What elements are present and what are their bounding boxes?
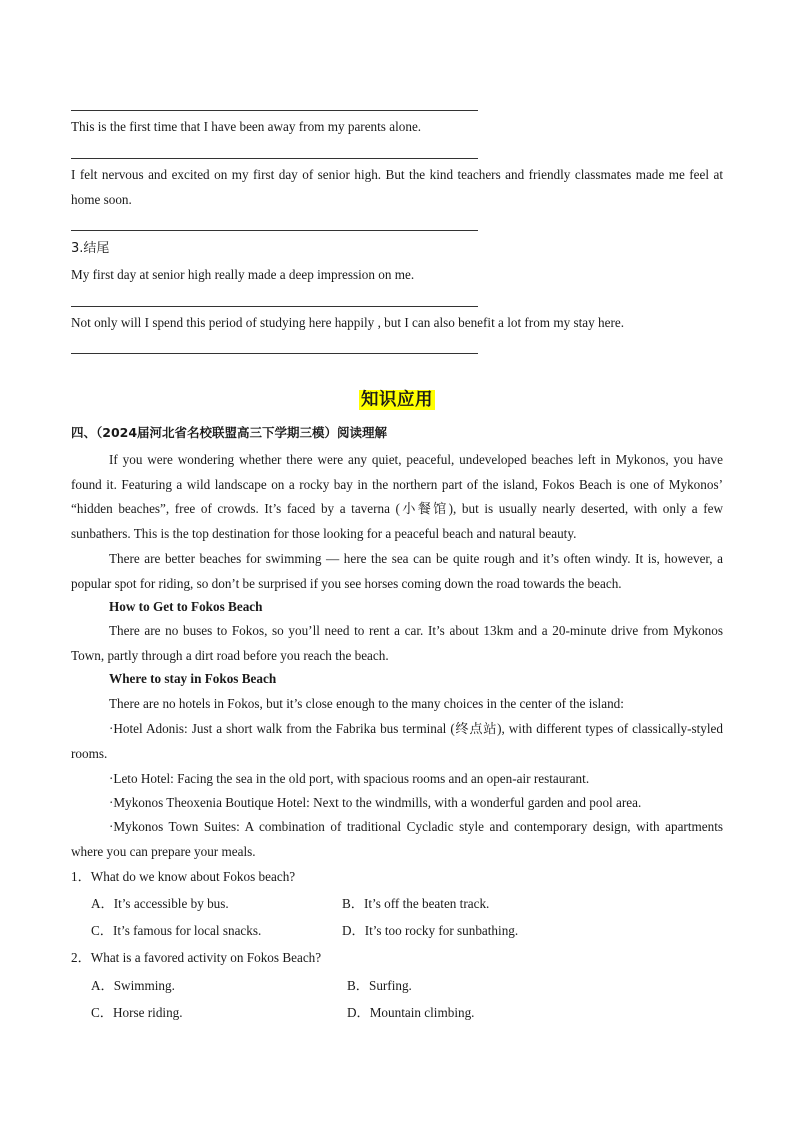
question-stem: 1．What do we know about Fokos beach? — [71, 869, 296, 884]
hotel-item: ·Hotel Adonis: Just a short walk from the Fabrika bus terminal (终点站), with different types of classically-styled rooms. — [71, 721, 723, 761]
option-c[interactable]: C．It’s famous for local snacks. — [91, 923, 262, 938]
subheading-ending: 3.结尾 — [71, 241, 110, 256]
model-sentence: This is the first time that I have been away from my parents alone. — [71, 119, 422, 134]
passage-paragraph: There are no hotels in Fokos, but it’s close enough to the many choices in the center of the island: — [109, 696, 624, 711]
answer-line — [71, 158, 478, 159]
option-a[interactable]: A．Swimming. — [91, 978, 175, 993]
hotel-item: ·Mykonos Town Suites: A combination of traditional Cycladic style and contemporary design, with apartments where you can prepare your meals. — [71, 819, 723, 859]
option-c[interactable]: C．Horse riding. — [91, 1005, 183, 1020]
model-sentence: My first day at senior high really made a deep impression on me. — [71, 267, 415, 282]
model-sentence: I felt nervous and excited on my first day of senior high. But the kind teachers and friendly classmates made me feel at home soon. — [71, 167, 723, 207]
option-d[interactable]: D．Mountain climbing. — [347, 1005, 475, 1020]
passage-paragraph: There are better beaches for swimming — here the sea can be quite rough and it’s often windy. It is, however, a popular spot for riding, so don’t be surprised if you see horses coming down the road towards the beach. — [71, 551, 723, 591]
section-title — [0, 386, 794, 411]
answer-line — [71, 110, 478, 111]
option-a[interactable]: A．It’s accessible by bus. — [91, 896, 229, 911]
passage-paragraph: If you were wondering whether there were any quiet, peaceful, undeveloped beaches left in Mykonos, you have found it. Featuring a wild landscape on a rocky bay in the northern part of the island, Fokos Beach is one of Mykonos’ “hidden beaches”, free of crowds. It’s faced by a taverna (小餐馆), but is usually nearly deserted, with only a few sunbathers. This is the top destination for those looking for a peaceful beach and natural beauty. — [71, 452, 723, 541]
answer-line — [71, 230, 478, 231]
hotel-item: ·Mykonos Theoxenia Boutique Hotel: Next to the windmills, with a wonderful garden and pool area. — [109, 795, 642, 810]
option-d[interactable]: D．It’s too rocky for sunbathing. — [342, 923, 519, 938]
passage-subheading: How to Get to Fokos Beach — [109, 599, 263, 614]
passage-paragraph: There are no buses to Fokos, so you’ll need to rent a car. It’s about 13km and a 20-minute drive from Mykonos Town, partly through a dirt road before you reach the beach. — [71, 623, 723, 663]
section-title-text: 知识应用 — [361, 390, 433, 410]
model-sentence: Not only will I spend this period of studying here happily , but I can also benefit a lot from my stay here. — [71, 315, 625, 330]
answer-line — [71, 306, 478, 307]
exercise-header: 四、（2024届河北省名校联盟高三下学期三模）阅读理解 — [71, 425, 388, 440]
question-stem: 2．What is a favored activity on Fokos Beach? — [71, 950, 322, 965]
hotel-item: ·Leto Hotel: Facing the sea in the old port, with spacious rooms and an open-air restaurant. — [109, 771, 590, 786]
option-b[interactable]: B．It’s off the beaten track. — [342, 896, 490, 911]
option-b[interactable]: B．Surfing. — [347, 978, 412, 993]
answer-line — [71, 353, 478, 354]
passage-subheading: Where to stay in Fokos Beach — [109, 671, 277, 686]
